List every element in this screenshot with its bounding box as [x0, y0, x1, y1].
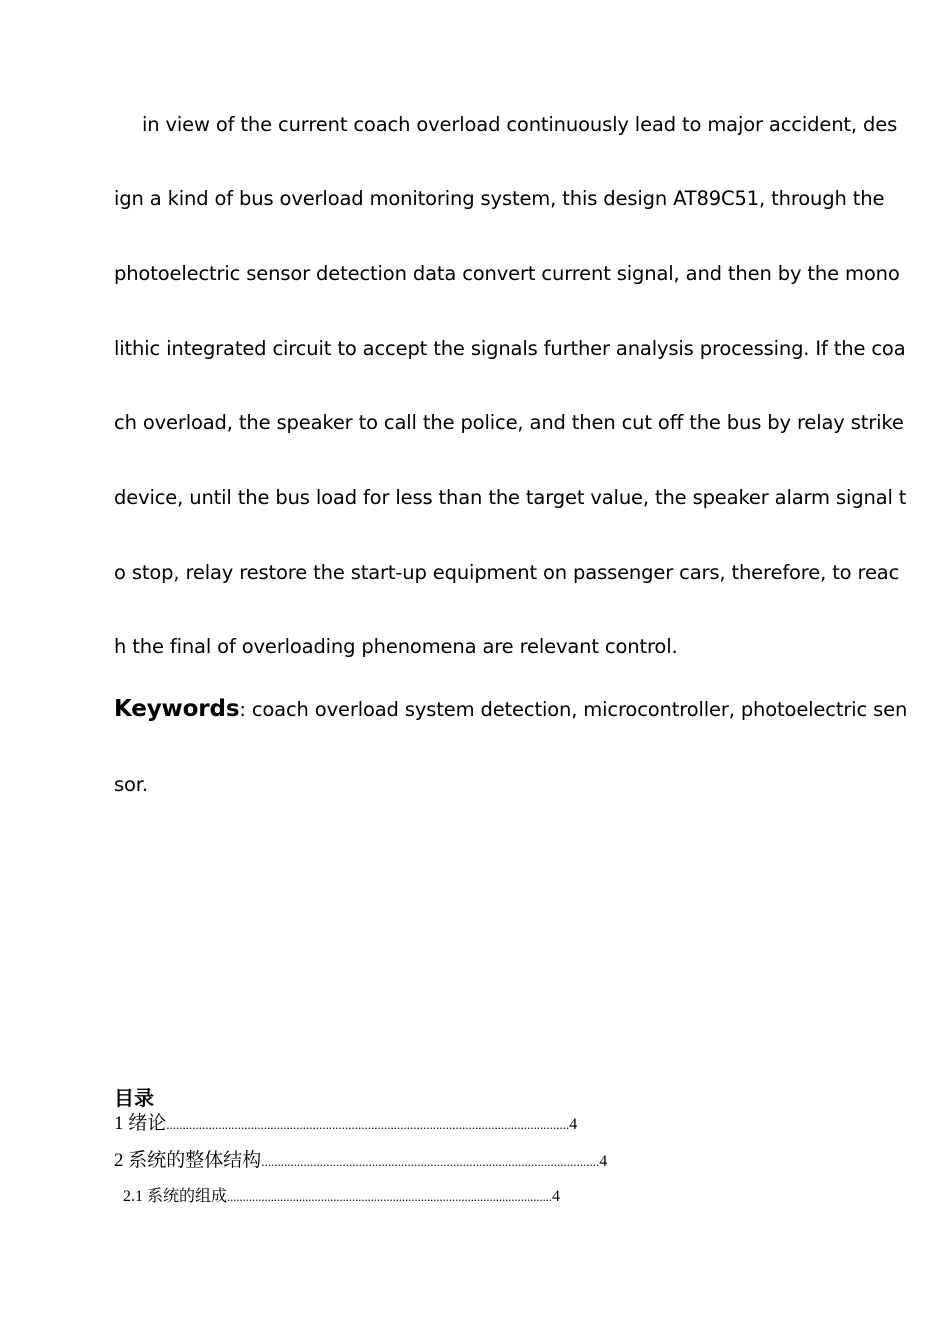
toc-leader-dots: ........................................................................................................ [227, 1190, 553, 1204]
toc-leader-dots: ........................................................................................................ [261, 1154, 600, 1169]
keywords-line-1 [114, 697, 907, 722]
toc-page-number: 4 [569, 1116, 578, 1133]
toc-entry-label: 2 系统的整体结构 [114, 1150, 262, 1171]
abstract-line-2: ign a kind of bus overload monitoring system, this design AT89C51, through the [114, 187, 885, 210]
abstract-line-8: h the final of overloading phenomena are relevant control. [114, 635, 678, 658]
abstract-line-7: o stop, relay restore the start-up equipment on passenger cars, therefore, to reac [114, 561, 900, 584]
toc-entry-label: 2.1 系统的组成 [123, 1188, 228, 1205]
toc-page-number: 4 [599, 1153, 608, 1170]
keywords-text: : coach overload system detection, microcontroller, photoelectric sen [239, 698, 908, 721]
toc-entry-3[interactable] [123, 1187, 560, 1207]
toc-page-number: 4 [552, 1188, 561, 1205]
abstract-line-6: device, until the bus load for less than the target value, the speaker alarm signal t [114, 486, 907, 509]
toc-leader-dots: ............................................................................................................................ [166, 1117, 570, 1132]
toc-entry-2[interactable] [114, 1149, 607, 1174]
keywords-line-2: sor. [114, 773, 148, 796]
toc-title: 目录 [114, 1086, 154, 1110]
toc-entry-label: 1 绪论 [114, 1113, 167, 1134]
keywords-label: Keywords [114, 696, 240, 722]
abstract-line-3: photoelectric sensor detection data convert current signal, and then by the mono [114, 262, 900, 285]
toc-entry-1[interactable] [114, 1112, 577, 1137]
abstract-line-1: in view of the current coach overload continuously lead to major accident, des [142, 113, 898, 136]
abstract-line-5: ch overload, the speaker to call the police, and then cut off the bus by relay strike [114, 411, 904, 434]
abstract-line-4: lithic integrated circuit to accept the signals further analysis processing. If the coa [114, 337, 906, 360]
